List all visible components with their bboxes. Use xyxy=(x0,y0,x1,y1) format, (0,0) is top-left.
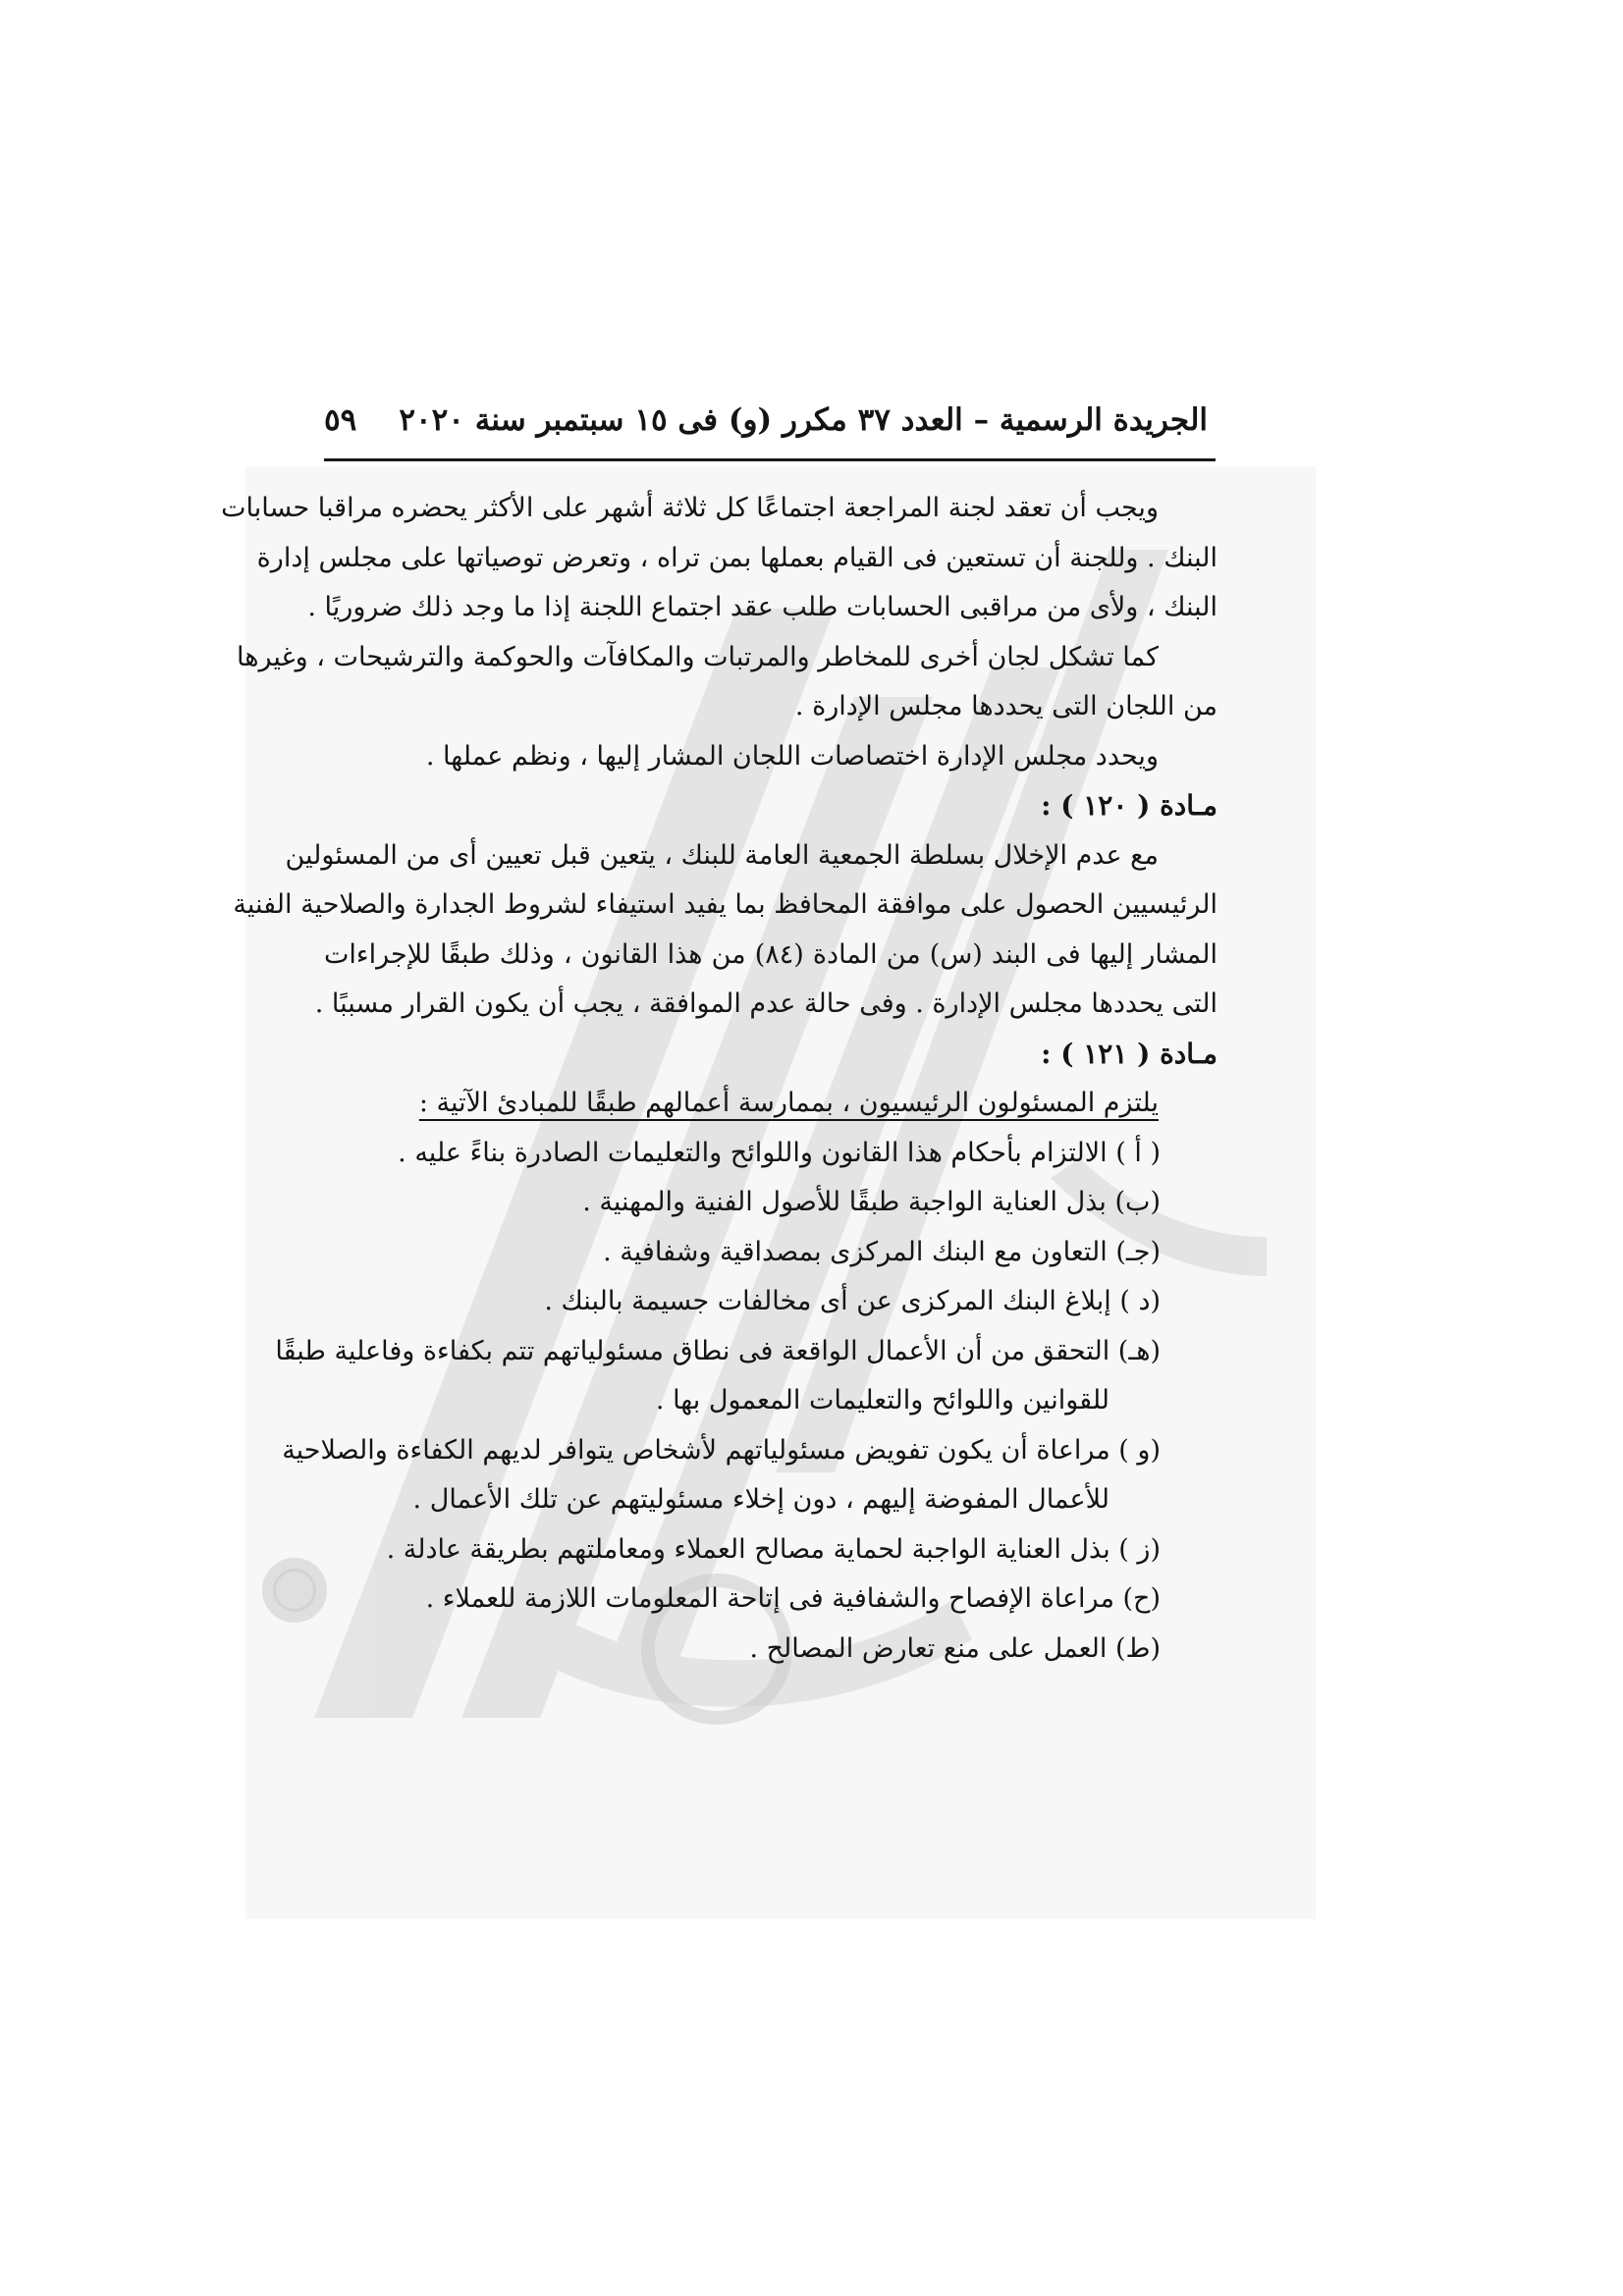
list-item: (د ) إبلاغ البنك المركزى عن أى مخالفات جسيمة بالبنك . xyxy=(544,1286,1161,1316)
paragraph-line: كما تشكل لجان أخرى للمخاطر والمرتبات والمكافآت والحوكمة والترشيحات ، وغيرها xyxy=(237,641,1159,672)
paragraph-line: الرئيسيين الحصول على موافقة المحافظ بما يفيد استيفاء لشروط الجدارة والصلاحية الفنية xyxy=(233,889,1217,920)
paragraph-line: من اللجان التى يحددها مجلس الإدارة . xyxy=(794,691,1217,721)
paragraph-line: التى يحددها مجلس الإدارة . وفى حالة عدم الموافقة ، يجب أن يكون القرار مسببًا . xyxy=(314,988,1217,1019)
list-item-continuation: للأعمال المفوضة إليهم ، دون إخلاء مسئوليتهم عن تلك الأعمال . xyxy=(412,1484,1109,1515)
page-number: ٥٩ xyxy=(324,402,357,438)
paragraph-line: المشار إليها فى البند (س) من المادة (٨٤) من هذا القانون ، وذلك طبقًا للإجراءات xyxy=(324,938,1218,970)
paragraph-line xyxy=(324,1079,1217,1129)
list-item-continuation: للقوانين واللوائح والتعليمات المعمول بها . xyxy=(655,1385,1109,1415)
gazette-header-title: الجريدة الرسمية – العدد ٣٧ مكرر (و) فى ١٥ سبتمبر سنة ٢٠٢٠ xyxy=(399,402,1208,438)
paragraph-line: البنك . وللجنة أن تستعين فى القيام بعملها بمن تراه ، وتعرض توصياتها على مجلس إدارة xyxy=(256,542,1217,573)
paragraph-line: البنك ، ولأى من مراقبى الحسابات طلب عقد اجتماع اللجنة إذا ما وجد ذلك ضروريًا . xyxy=(307,592,1217,622)
header-divider xyxy=(324,458,1216,461)
list-item: (ط) العمل على منع تعارض المصالح . xyxy=(749,1632,1161,1664)
article-heading-120: مـادة ( ١٢٠ ) : xyxy=(1041,789,1217,822)
paragraph-line: ويحدد مجلس الإدارة اختصاصات اللجان المشار إليها ، ونظم عملها . xyxy=(425,740,1159,772)
list-item: (ز ) بذل العناية الواجبة لحماية مصالح العملاء ومعاملتهم بطريقة عادلة . xyxy=(386,1533,1161,1565)
list-item: ( أ ) الالتزام بأحكام هذا القانون واللوائح والتعليمات الصادرة بناءً عليه . xyxy=(398,1137,1161,1168)
list-item: (جـ) التعاون مع البنك المركزى بمصداقية وشفافية . xyxy=(603,1236,1161,1267)
list-item: (ح) مراعاة الإفصاح والشفافية فى إتاحة المعلومات اللازمة للعملاء . xyxy=(425,1583,1161,1614)
list-item: (هـ) التحقق من أن الأعمال الواقعة فى نطاق مسئولياتهم تتم بكفاءة وفاعلية طبقًا xyxy=(275,1335,1161,1366)
article-heading-121: مـادة ( ١٢١ ) : xyxy=(1041,1037,1217,1070)
article-121-intro: يلتزم المسئولون الرئيسيون ، بممارسة أعمالهم طبقًا للمبادئ الآتية : xyxy=(418,1088,1159,1118)
paragraph-line: مع عدم الإخلال بسلطة الجمعية العامة للبنك ، يتعين قبل تعيين أى من المسئولين xyxy=(285,839,1159,871)
gazette-header xyxy=(324,381,1208,459)
document-body xyxy=(221,484,1218,1674)
list-item: (و ) مراعاة أن يكون تفويض مسئولياتهم لأشخاص يتوافر لديهم الكفاءة والصلاحية xyxy=(282,1434,1161,1466)
paragraph-line: ويجب أن تعقد لجنة المراجعة اجتماعًا كل ثلاثة أشهر على الأكثر يحضره مراقبا حسابات xyxy=(221,493,1159,523)
list-item: (ب) بذل العناية الواجبة طبقًا للأصول الفنية والمهنية . xyxy=(582,1187,1161,1217)
